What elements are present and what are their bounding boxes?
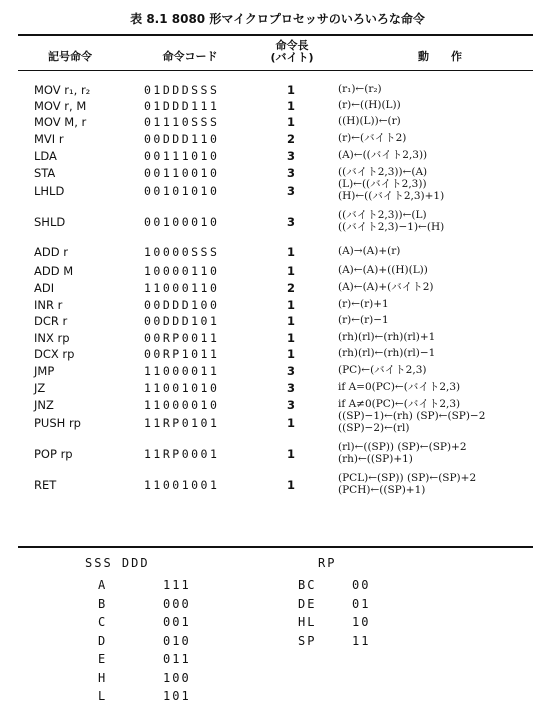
- mnemonic-cell: MOV M, r: [34, 115, 87, 129]
- operation-line: (PC)←(バイト2,3): [338, 364, 427, 376]
- register-name: D: [98, 633, 108, 648]
- operation-line: (H)←((バイト2,3)+1): [338, 190, 445, 202]
- operation-line: ((SP)−1)←(rh) (SP)←(SP)−2: [338, 410, 486, 422]
- operation-cell: [338, 99, 401, 111]
- length-cell: 1: [286, 478, 295, 492]
- length-cell: 1: [286, 83, 295, 97]
- register-name: A: [98, 578, 108, 592]
- register-bits: 101: [163, 689, 191, 703]
- operation-line: (PCH)←((SP)+1): [338, 484, 426, 496]
- opcode-cell: 11000010: [144, 398, 220, 412]
- mnemonic-cell: JNZ: [34, 398, 54, 412]
- bottom-rule: [18, 546, 533, 548]
- register-bits: 000: [163, 596, 191, 611]
- length-cell: 3: [286, 364, 295, 378]
- mnemonic-cell: MOV r, M: [34, 99, 87, 113]
- pair-bits: 11: [352, 633, 371, 648]
- mnemonic-cell: SHLD: [34, 215, 66, 229]
- length-cell: 1: [286, 298, 295, 312]
- operation-cell: [338, 398, 460, 410]
- pair-name: HL: [298, 615, 317, 629]
- opcode-cell: 11RP0001: [144, 447, 220, 461]
- top-rule: [18, 34, 533, 36]
- opcode-cell: 11001001: [144, 478, 220, 492]
- operation-cell: [338, 209, 444, 233]
- operation-line: (r)←(バイト2): [338, 132, 407, 144]
- opcode-cell: 00DDD101: [144, 314, 220, 328]
- mnemonic-cell: STA: [34, 166, 56, 180]
- operation-line: (L)←((バイト2,3)): [338, 178, 427, 190]
- length-cell: 3: [286, 381, 295, 395]
- length-cell: 3: [286, 398, 295, 412]
- header-length-line1: 命令長: [275, 39, 309, 52]
- length-cell: 3: [286, 184, 295, 198]
- opcode-cell: 11RP0101: [144, 416, 220, 430]
- opcode-cell: 00RP1011: [144, 347, 220, 361]
- operation-line: (rl)←((SP)) (SP)←(SP)+2: [338, 441, 467, 453]
- length-cell: 1: [286, 99, 295, 113]
- mnemonic-cell: JZ: [34, 381, 46, 395]
- opcode-cell: 00110010: [144, 166, 220, 180]
- operation-line: (r₁)←(r₂): [338, 83, 382, 95]
- operation-line: (r)←((H)(L)): [338, 99, 401, 111]
- operation-line: (PCL)←(SP)) (SP)←(SP)+2: [338, 472, 477, 484]
- length-cell: 1: [286, 245, 295, 259]
- operation-cell: [338, 245, 400, 257]
- operation-line: (A)←(A)+((H)(L)): [338, 264, 428, 276]
- operation-line: (rh)←((SP)+1): [338, 453, 413, 465]
- length-cell: 1: [286, 264, 295, 278]
- register-bits: 100: [163, 670, 191, 685]
- register-name: L: [98, 689, 108, 703]
- operation-cell: [338, 298, 389, 310]
- register-bits: 001: [163, 615, 191, 629]
- mnemonic-cell: MOV r₁, r₂: [34, 83, 91, 97]
- pair-name: DE: [298, 596, 317, 611]
- pair-name: BC: [298, 578, 317, 592]
- operation-line: ((H)(L))←(r): [338, 115, 401, 127]
- mnemonic-cell: LHLD: [34, 184, 65, 198]
- length-cell: 3: [286, 166, 295, 180]
- operation-line: if A≠0(PC)←(バイト2,3): [338, 398, 461, 410]
- mnemonic-cell: JMP: [34, 364, 55, 378]
- operation-cell: [338, 364, 426, 376]
- operation-cell: [338, 381, 460, 393]
- length-cell: 1: [286, 115, 295, 129]
- operation-line: ((バイト2,3))←(L): [338, 209, 427, 221]
- pair-name: SP: [298, 633, 317, 648]
- register-name: E: [98, 652, 108, 666]
- opcode-cell: 10000110: [144, 264, 220, 278]
- length-cell: 2: [286, 281, 295, 295]
- operation-cell: [338, 115, 401, 127]
- mnemonic-cell: INR r: [34, 298, 63, 312]
- length-cell: 1: [286, 347, 295, 361]
- operation-cell: [338, 132, 406, 144]
- opcode-cell: 00RP0011: [144, 331, 220, 345]
- pair-bits: 01: [352, 596, 371, 611]
- operation-line: (r)←(r)−1: [338, 314, 389, 326]
- opcode-cell: 00DDD110: [144, 132, 220, 146]
- operation-cell: [338, 264, 428, 276]
- length-cell: 3: [286, 149, 295, 163]
- mnemonic-cell: PUSH rp: [34, 416, 81, 430]
- header-length-line2: (バイト): [270, 51, 314, 64]
- opcode-cell: 10000SSS: [144, 245, 220, 259]
- register-bits: 111: [163, 578, 191, 592]
- register-bits: 011: [163, 652, 191, 666]
- operation-cell: [338, 314, 389, 326]
- opcode-cell: 00101010: [144, 184, 220, 198]
- operation-line: (A)←((バイト2,3)): [338, 149, 428, 161]
- mnemonic-cell: ADI: [34, 281, 55, 295]
- register-name: C: [98, 615, 108, 629]
- table-title: 表 8.1 8080 形マイクロプロセッサのいろいろな命令: [130, 12, 425, 26]
- opcode-cell: 00111010: [144, 149, 220, 163]
- mnemonic-cell: POP rp: [34, 447, 73, 461]
- operation-line: (rh)(rl)←(rh)(rl)−1: [338, 347, 436, 359]
- operation-cell: [338, 347, 435, 359]
- mnemonic-cell: MVI r: [34, 132, 64, 146]
- mnemonic-cell: LDA: [34, 149, 57, 163]
- opcode-cell: 01DDDSSS: [144, 83, 220, 97]
- header-length: [262, 40, 322, 64]
- operation-cell: [338, 178, 444, 202]
- header-operation: 動 作: [418, 50, 462, 63]
- operation-cell: [338, 472, 476, 496]
- operation-line: ((バイト2,3)−1)←(H): [338, 221, 445, 233]
- length-cell: 3: [286, 215, 295, 229]
- header-mnemonic: 記号命令: [48, 50, 92, 63]
- register-name: H: [98, 670, 108, 685]
- register-bits: 010: [163, 633, 191, 648]
- opcode-cell: 11000110: [144, 281, 220, 295]
- mnemonic-cell: ADD M: [34, 264, 74, 278]
- operation-line: ((バイト2,3))←(A): [338, 166, 428, 178]
- length-cell: 1: [286, 314, 295, 328]
- mnemonic-cell: RET: [34, 478, 57, 492]
- operation-line: (A)→(A)+(r): [338, 245, 401, 257]
- opcode-cell: 11001010: [144, 381, 220, 395]
- opcode-cell: 00100010: [144, 215, 220, 229]
- mnemonic-cell: DCR r: [34, 314, 68, 328]
- opcode-cell: 01110SSS: [144, 115, 220, 129]
- register-name: B: [98, 596, 108, 611]
- mnemonic-cell: ADD r: [34, 245, 68, 259]
- operation-cell: [338, 410, 485, 434]
- mnemonic-cell: INX rp: [34, 331, 70, 345]
- header-code: 命令コード: [162, 50, 218, 63]
- operation-cell: [338, 331, 435, 343]
- operation-line: (r)←(r)+1: [338, 298, 389, 310]
- operation-cell: [338, 166, 427, 178]
- header-rule: [18, 70, 533, 71]
- length-cell: 1: [286, 331, 295, 345]
- operation-cell: [338, 281, 434, 293]
- opcode-cell: 11000011: [144, 364, 220, 378]
- operation-line: (A)←(A)+(バイト2): [338, 281, 434, 293]
- operation-cell: [338, 83, 382, 95]
- rp-header: RP: [318, 556, 337, 570]
- length-cell: 1: [286, 416, 295, 430]
- pair-bits: 00: [352, 578, 371, 592]
- operation-line: ((SP)−2)←(rl): [338, 422, 410, 434]
- opcode-cell: 01DDD111: [144, 99, 220, 113]
- operation-cell: [338, 441, 467, 465]
- pair-bits: 10: [352, 615, 371, 629]
- operation-line: (rh)(rl)←(rh)(rl)+1: [338, 331, 436, 343]
- length-cell: 1: [286, 447, 295, 461]
- operation-line: if A=0(PC)←(バイト2,3): [338, 381, 461, 393]
- mnemonic-cell: DCX rp: [34, 347, 75, 361]
- sss-ddd-header: SSS DDD: [85, 556, 150, 570]
- length-cell: 2: [286, 132, 295, 146]
- opcode-cell: 00DDD100: [144, 298, 220, 312]
- operation-cell: [338, 149, 427, 161]
